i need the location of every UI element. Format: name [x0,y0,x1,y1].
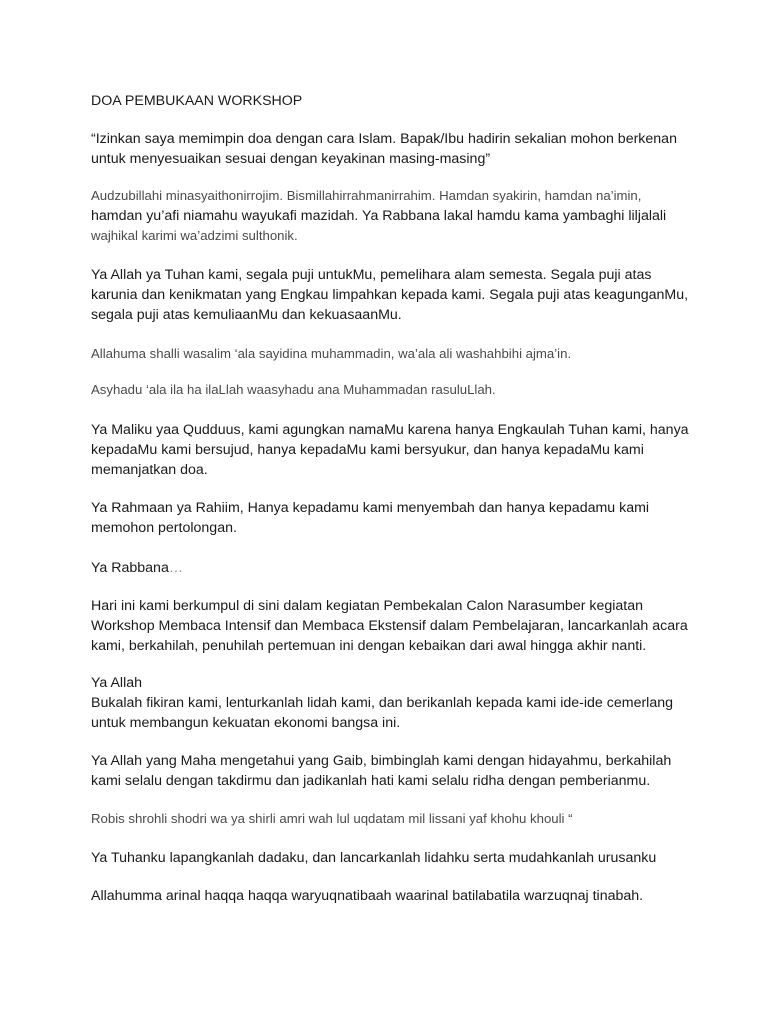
paragraph-line: “Izinkan saya memimpin doa dengan cara Islam. Bapak/Ibu hadirin sekalian mohon berkenan [91,131,677,147]
paragraph-line: Allahuma shalli wasalim ‘ala sayidina muhammadin, wa’ala ali washahbihi ajma’in. [91,346,572,361]
paragraph-line [91,558,711,578]
ya-rabbana-text: Ya Rabbana [91,560,169,576]
paragraph-line: Ya Allah ya Tuhan kami, segala puji untukMu, pemelihara alam semesta. Segala puji atas [91,267,652,283]
paragraph-line: kepadaMu kami bersujud, hanya kepadaMu kami bersyukur, dan hanya kepadaMu kami [91,442,644,458]
paragraph-ya-rabbana [91,558,711,578]
paragraph-line: kami selalu dengan takdirmu dan jadikanlah hati kami selalu ridha dengan pemberianmu. [91,773,651,789]
paragraph-line: hamdan yu’afi niamahu wayukafi mazidah. Ya Rabbana lakal hamdu kama yambaghi liljalali [91,208,667,224]
paragraph-line: Robis shrohli shodri wa ya shirli amri wah lul uqdatam mil lissani yaf khohu khouli “ [91,811,573,826]
paragraph-hari-ini [91,596,711,656]
paragraph-line: untuk membangun kekuatan ekonomi bangsa ini. [91,715,401,731]
paragraph-izinkan [91,129,711,169]
paragraph-ya-tuhanku [91,848,711,868]
document-title: DOA PEMBUKAAN WORKSHOP [91,93,303,109]
paragraph-line: karunia dan kenikmatan yang Engkau limpahkan kepada kami. Segala puji atas keagunganMu, [91,287,689,303]
document-body [91,91,711,923]
paragraph-asyhadu [91,380,711,400]
paragraph-line: Ya Allah [91,675,143,691]
paragraph-line: Bukalah fikiran kami, lenturkanlah lidah kami, dan berikanlah kepada kami ide-ide cemerlang [91,695,674,711]
ellipsis: … [168,560,184,576]
paragraph-line: kami, berkahilah, penuhilah pertemuan ini dengan kebaikan dari awal hingga akhir nanti. [91,638,647,654]
paragraph-ya-allah-gaib [91,751,711,791]
paragraph-ya-rahmaan [91,498,711,538]
paragraph-line: memohon pertolongan. [91,520,237,536]
paragraph-line: Allahumma arinal haqqa haqqa waryuqnatibaah waarinal batilabatila warzuqnaj tinabah. [91,888,644,904]
paragraph-line: Ya Rahmaan ya Rahiim, Hanya kepadamu kami menyembah dan hanya kepadamu kami [91,500,650,516]
paragraph-line: Ya Maliku yaa Qudduus, kami agungkan namaMu karena hanya Engkaulah Tuhan kami, hanya [91,422,689,438]
paragraph-line: Audzubillahi minasyaithonirrojim. Bismillahirrahmanirrahim. Hamdan syakirin, hamdan na’imin, [91,188,642,203]
paragraph-allahuma-shalli [91,344,711,364]
paragraph-robis [91,809,711,829]
paragraph-line: Asyhadu ‘ala ila ha ilaLlah waasyhadu ana Muhammadan rasuluLlah. [91,382,496,397]
paragraph-allahumma-arinal [91,886,711,906]
paragraph-line: untuk menyesuaikan sesuai dengan keyakinan masing-masing” [91,151,491,167]
paragraph-line: memanjatkan doa. [91,462,208,478]
paragraph-line: segala puji atas kemuliaanMu dan kekuasaanMu. [91,307,402,323]
paragraph-line: Ya Tuhanku lapangkanlah dadaku, dan lancarkanlah lidahku serta mudahkanlah urusanku [91,850,657,866]
paragraph-line: Ya Allah yang Maha mengetahui yang Gaib, bimbinglah kami dengan hidayahmu, berkahilah [91,753,672,769]
paragraph-line: wajhikal karimi wa’adzimi sulthonik. [91,228,298,243]
paragraph-line: Hari ini kami berkumpul di sini dalam kegiatan Pembekalan Calon Narasumber kegiatan [91,598,644,614]
paragraph-line: Workshop Membaca Intensif dan Membaca Ekstensif dalam Pembelajaran, lancarkanlah acara [91,618,688,634]
paragraph-ya-allah-bukalah [91,673,711,733]
paragraph-ya-maliku [91,420,711,480]
paragraph-ya-allah-tuhan [91,265,711,325]
paragraph-audzubillahi [91,186,711,246]
